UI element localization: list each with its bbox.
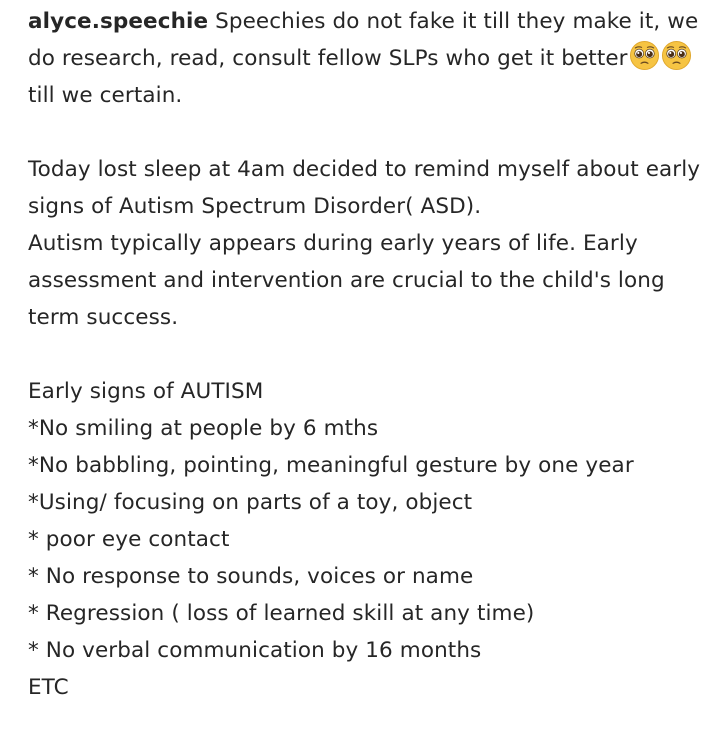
pleading-face-icon [629,40,660,71]
caption-text: do research, read, consult fellow SLPs who get it better [28,46,628,71]
caption-line: till we certain. [28,83,183,108]
closing-text: ETC [28,675,69,700]
caption-line [28,3,704,40]
blank-line [28,336,704,373]
sign-item: * No response to sounds, voices or name [28,564,474,589]
signs-heading: Early signs of AUTISM [28,379,264,404]
caption-line [28,40,704,77]
sign-item: *Using/ focusing on parts of a toy, object [28,490,473,515]
caption-line: Autism typically appears during early years of life. Early [28,231,638,256]
caption-line: term success. [28,305,179,330]
caption-line: Today lost sleep at 4am decided to remind myself about early [28,157,701,182]
blank-line [28,114,704,151]
sign-item: *No babbling, pointing, meaningful gesture by one year [28,453,634,478]
sign-item: * Regression ( loss of learned skill at any time) [28,601,535,626]
caption-text: Speechies do not fake it till they make it, we [208,9,699,34]
sign-item: * poor eye contact [28,527,230,552]
caption-line: signs of Autism Spectrum Disorder( ASD). [28,194,482,219]
caption-line: assessment and intervention are crucial to the child's long [28,268,665,293]
post-caption [28,3,704,706]
sign-item: *No smiling at people by 6 mths [28,416,379,441]
username-link[interactable]: alyce.speechie [28,9,209,34]
pleading-face-icon [661,40,692,71]
sign-item: * No verbal communication by 16 months [28,638,482,663]
